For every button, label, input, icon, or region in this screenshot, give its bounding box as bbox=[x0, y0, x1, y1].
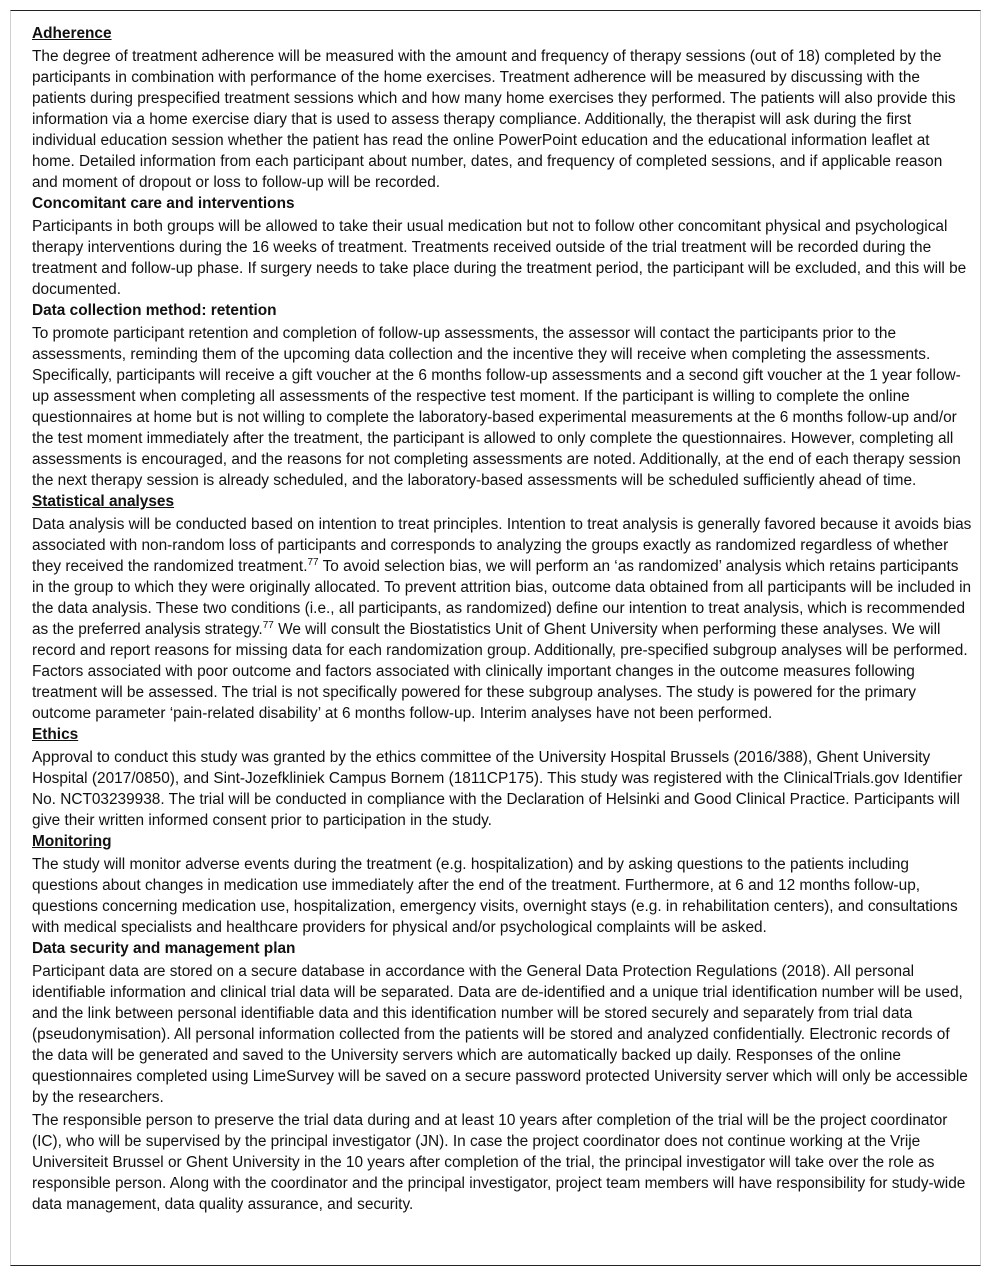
paragraph-text: We will consult the Biostatistics Unit of Ghent University when performing these analyses. We will record and report reasons for missing data for each randomization group. Additionally, pre-specified subgroup analyses will be performed. Factors associated with poor outcome and factors associated with clinically important changes in the outcome measures following treatment will be assessed. The trial is not specifically powered for these subgroup analyses. The study is powered for the primary outcome parameter ‘pain-related disability’ at 6 months follow-up. Interim analyses have not been performed. bbox=[32, 621, 968, 722]
section-paragraph bbox=[32, 1110, 972, 1215]
paragraph-text: To promote participant retention and completion of follow-up assessments, the assessor will contact the participants prior to the assessments, reminding them of the upcoming data collection and the incentive they will receive when completing the assessments. Specifically, participants will receive a gift voucher at the 6 months follow-up assessments and a second gift voucher at the 1 year follow-up assessment when completing all assessments of the respective test moment. If the participant is willing to complete the online questionnaires at home but is not willing to complete the laboratory-based experimental measurements at the 6 months follow-up and/or the test moment immediately after the treatment, the participant is allowed to only complete the questionnaires. However, completing all assessments is encouraged, and the reasons for not completing assessments are noted. Additionally, at the end of each therapy session the next therapy session is already scheduled, and the laboratory-based assessments will be scheduled sufficiently ahead of time. bbox=[32, 325, 961, 489]
section-heading: Statistical analyses bbox=[32, 493, 175, 510]
section-heading: Adherence bbox=[32, 25, 112, 42]
paragraph-text: Approval to conduct this study was granted by the ethics committee of the University Hospital Brussels (2016/388), Ghent University Hospital (2017/0850), and Sint-Jozefkliniek Campus Bornem (1811CP175). This study was registered with the ClinicalTrials.gov Identifier No. NCT03239938. The trial will be conducted in compliance with the Declaration of Helsinki and Good Clinical Practice. Participants will give their written informed consent prior to participation in the study. bbox=[32, 749, 963, 829]
document-frame bbox=[10, 10, 981, 1266]
section-heading: Data collection method: retention bbox=[32, 302, 277, 319]
section-paragraph bbox=[32, 514, 972, 724]
paragraph-text: The degree of treatment adherence will be measured with the amount and frequency of therapy sessions (out of 18) completed by the participants in combination with performance of the home exercises. Treatment adherence will be measured by discussing with the patients during prespecified treatment sessions which and how many home exercises they performed. The patients will also provide this information via a home exercise diary that is used to assess therapy compliance. Additionally, the therapist will ask during the first individual education session whether the patient has read the online PowerPoint education and the educational information leaflet at home. Detailed information from each participant about number, dates, and frequency of completed sessions, and if applicable reason and moment of dropout or loss to follow-up will be recorded. bbox=[32, 48, 956, 191]
document-content bbox=[32, 23, 972, 1215]
section-monitoring bbox=[32, 831, 972, 938]
citation-superscript: 77 bbox=[262, 620, 274, 631]
section-data-collection-method-retention bbox=[32, 300, 972, 491]
section-heading: Monitoring bbox=[32, 833, 112, 850]
section-heading: Ethics bbox=[32, 726, 79, 743]
section-paragraph bbox=[32, 747, 972, 831]
paragraph-text: Participant data are stored on a secure database in accordance with the General Data Protection Regulations (2018). All personal identifiable information and clinical trial data will be separated. Data are de-identified and a unique trial identification number will be used, and the link between personal identifiable data and this identification number will be stored securely and separately from trial data (pseudonymisation). All personal information collected from the patients will be stored and analyzed confidentially. Electronic records of the data will be generated and saved to the University servers which are automatically backed up daily. Responses of the online questionnaires completed using LimeSurvey will be saved on a secure password protected University server which will only be accessible by the researchers. bbox=[32, 963, 968, 1106]
section-paragraph bbox=[32, 323, 972, 491]
citation-superscript: 77 bbox=[307, 557, 319, 568]
section-ethics bbox=[32, 724, 972, 831]
section-paragraph bbox=[32, 216, 972, 300]
paragraph-text: The responsible person to preserve the trial data during and at least 10 years after completion of the trial will be the project coordinator (IC), who will be supervised by the principal investigator (JN). In case the project coordinator does not continue working at the Vrije Universiteit Brussel or Ghent University in the 10 years after completion of the trial, the principal investigator will take over the role as responsible person. Along with the coordinator and the principal investigator, project team members will have responsibility for study-wide data management, data quality assurance, and security. bbox=[32, 1112, 966, 1213]
section-heading: Concomitant care and interventions bbox=[32, 195, 295, 212]
section-paragraph bbox=[32, 854, 972, 938]
paragraph-text: To avoid selection bias, we will perform an ‘as randomized’ analysis which retains participants in the group to which they were originally allocated. To prevent attrition bias, outcome data obtained from all participants will be included in the data analysis. These two conditions (i.e., all participants, as randomized) define our intention to treat analysis, which is recommended as the preferred analysis strategy. bbox=[32, 558, 972, 638]
paragraph-text: Participants in both groups will be allowed to take their usual medication but not to follow other concomitant physical and psychological therapy interventions during the 16 weeks of treatment. Treatments received outside of the trial treatment will be recorded during the treatment and follow-up phase. If surgery needs to take place during the treatment period, the participant will be excluded, and this will be documented. bbox=[32, 218, 967, 298]
section-adherence bbox=[32, 23, 972, 193]
section-heading: Data security and management plan bbox=[32, 940, 296, 957]
paragraph-text: Data analysis will be conducted based on intention to treat principles. Intention to treat analysis is generally favored because it avoids bias associated with non-random loss of participants and corresponds to analyzing the groups exactly as randomized regardless of whether they received the randomized treatment. bbox=[32, 516, 972, 575]
section-paragraph bbox=[32, 961, 972, 1108]
paragraph-text: The study will monitor adverse events during the treatment (e.g. hospitalization) and by asking questions to the patients including questions about changes in medication use immediately after the end of the treatment. Furthermore, at 6 and 12 months follow-up, questions concerning medication use, hospitalization, emergency visits, overnight stays (e.g. in rehabilitation centers), and consultations with medical specialists and healthcare providers for physical and/or psychological complaints will be asked. bbox=[32, 856, 958, 936]
section-data-security-and-management-plan bbox=[32, 938, 972, 1215]
section-statistical-analyses bbox=[32, 491, 972, 724]
section-paragraph bbox=[32, 46, 972, 193]
section-concomitant-care-and-interventions bbox=[32, 193, 972, 300]
